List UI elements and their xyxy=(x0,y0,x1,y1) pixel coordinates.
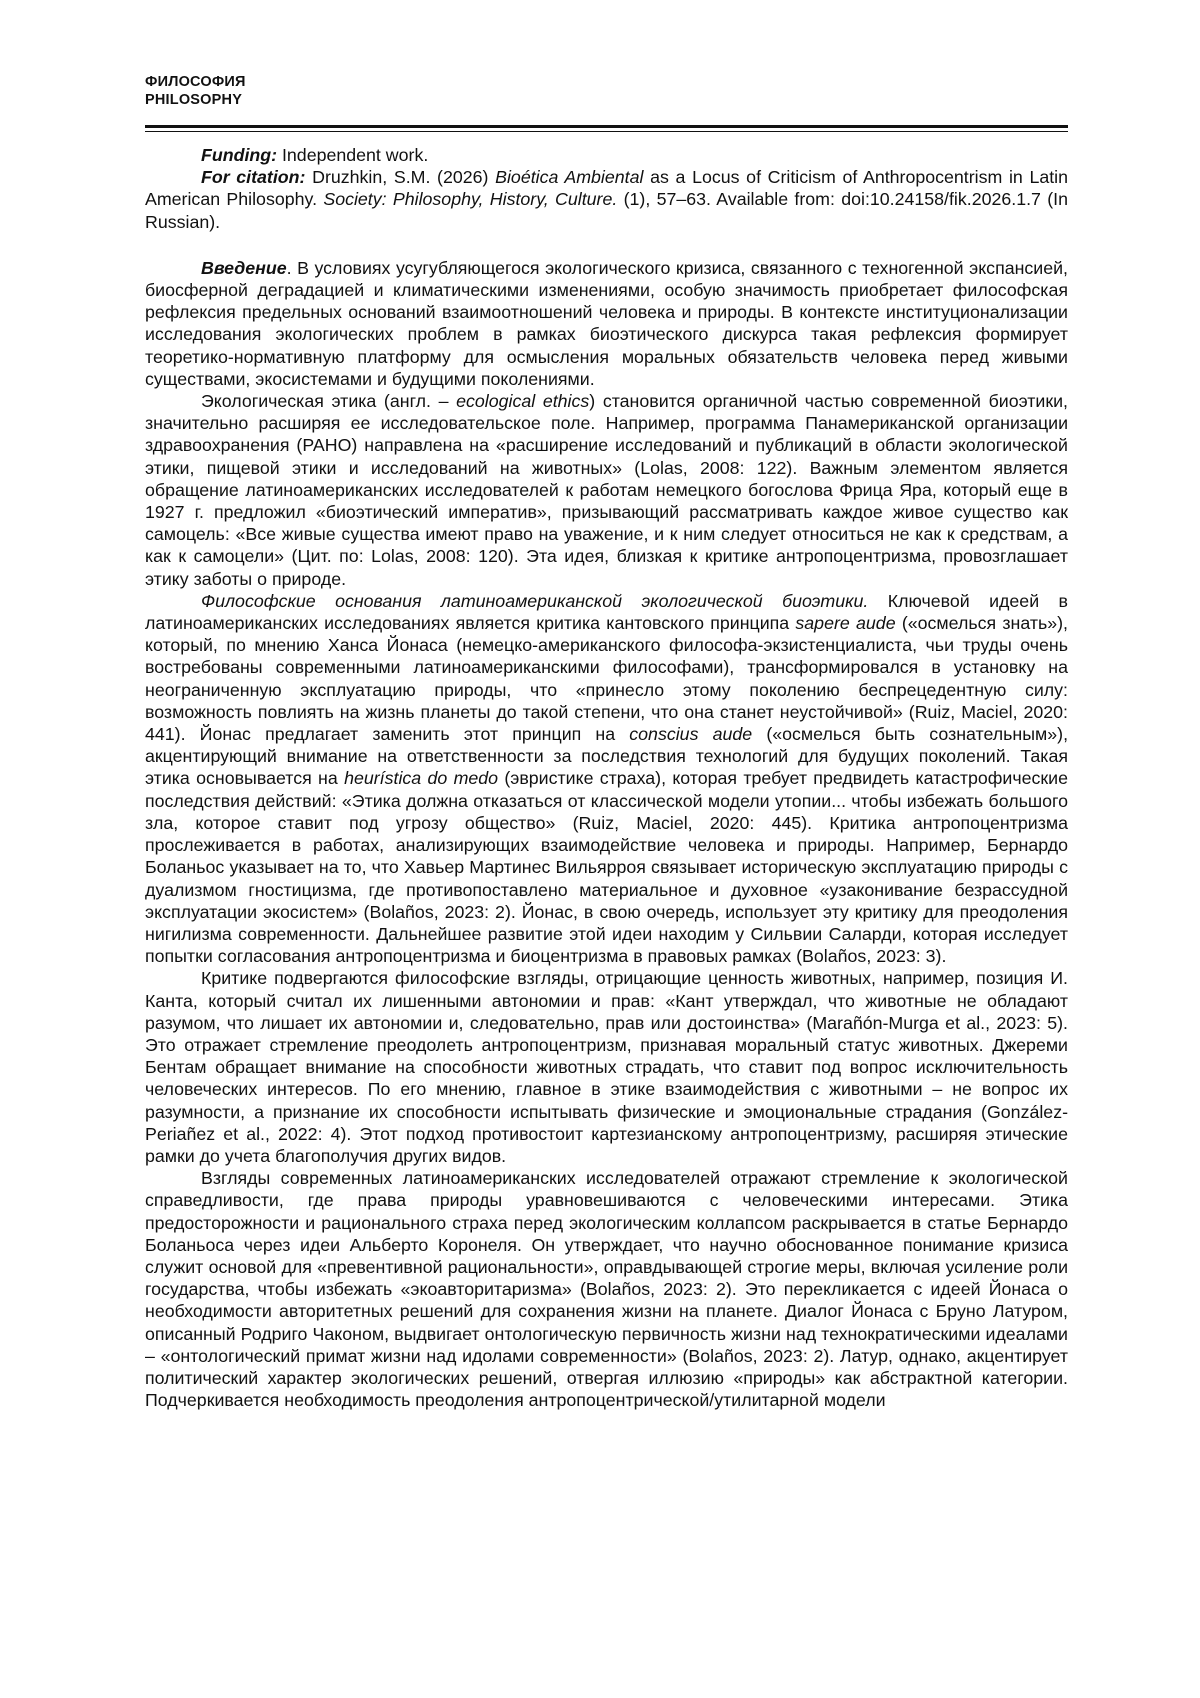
p2-text-a: Экологическая этика (англ. – xyxy=(201,391,457,412)
paragraph-ecological-justice: Взгляды современных латиноамериканских исследователей отражают стремление к экологической справедливости, где права природы уравновешиваются с человеческими интересами. Этика предосторожности и рационального страха перед экологическим коллапсом раскрывается в статье Бернардо Боланьоса через идеи Альберто Коронеля. Он утверждает, что научно обоснованное понимание кризиса служит основой для «превентивной рациональности», оправдывающей строгие меры, включая усиление роли государства, чтобы избежать «экоавторитаризма» (Bolaños, 2023: 2). Это перекликается с идеей Йонаса о необходимости авторитетных решений для сохранения жизни на планете. Диалог Йонаса с Бруно Латуром, описанный Родриго Чаконом, выдвигает онтологическую первичность жизни над технократическими идеалами – «онтологический примат жизни над идолами современности» (Bolaños, 2023: 2). Латур, однако, акцентирует политический характер экологических решений, отвергая иллюзию «природы» как абстрактной категории. Подчеркивается необходимость преодоления антропоцентрической/утилитарной модели xyxy=(145,1168,1068,1411)
p3-italic-sapere-aude: sapere aude xyxy=(795,613,896,634)
section-gap xyxy=(145,233,1068,257)
paragraph-philosophical-foundations xyxy=(145,590,1068,967)
p2-text-b: ) становится органичной частью современной биоэтики, значительно расширяя ее исследовательское поле. Например, программа Панамериканской организации здравоохранения (PAHO) направлена на «расширение исследований и публикаций в области экологической этики, пищевой этики и исследований на животных» (Lolas, 2008: 122). Важным элементом является обращение латиноамериканских исследователей к работам немецкого богослова Фрица Яра, который еще в 1927 г. предложил «биоэтический императив», призывающий рассматривать каждое живое существо как самоцель: «Все живые существа имеют право на уважение, и к ним следует относиться не как к средствам, а как к самоцели» (Цит. по: Lolas, 2008: 120). Эта идея, близкая к критике антропоцентризма, провозглашает этику заботы о природе. xyxy=(145,391,1068,589)
introduction-label: Введение xyxy=(201,257,287,278)
citation-doi: (1), 57–63. Available from: doi:10.24158/fik.2026.1.7 (In Russian). xyxy=(145,189,1068,232)
running-header xyxy=(145,73,246,109)
header-rule-thick xyxy=(145,125,1068,128)
article-meta xyxy=(145,144,1068,233)
p2-italic-term: ecological ethics xyxy=(456,391,590,412)
citation-label: For citation: xyxy=(201,167,306,188)
p3-text-a: Ключевой идеей в латиноамериканских исследованиях является критика кантовского принципа xyxy=(145,590,1069,634)
section-title-ru: ФИЛОСОФИЯ xyxy=(145,74,246,90)
citation-journal: Society: Philosophy, History, Culture. xyxy=(323,189,618,210)
p3-text-c: («осмелься быть сознательным»), акцентирующий внимание на ответственности за последствия технологий для будущих поколений. Такая этика основывается на xyxy=(145,724,1069,789)
funding-label: Funding: xyxy=(201,145,278,165)
p3-italic-heuristica: heurística do medo xyxy=(344,768,499,789)
section-title-en: PHILOSOPHY xyxy=(145,92,243,108)
p3-italic-heading: Философские основания латиноамериканской экологической биоэтики. xyxy=(201,590,869,611)
article-body xyxy=(145,144,1068,1411)
introduction-text: . В условиях усугубляющегося экологического кризиса, связанного с техногенной экспансией, биосферной деградацией и климатическими изменениями, особую значимость приобретает философская рефлексия предельных оснований взаимоотношений человека и природы. В контексте институционализации исследования экологических проблем в рамках биоэтического дискурса такая рефлексия формирует теоретико-нормативную платформу для осмысления моральных обязательств человека перед живыми существами, экосистемами и будущими поколениями. xyxy=(145,257,1068,389)
citation-title-rest: as a Locus of Criticism of Anthropocentrism in Latin American Philosophy. xyxy=(145,167,1069,210)
p3-text-d: (эвристике страха), которая требует предвидеть катастрофические последствия действий: «Этика должна отказаться от классической модели утопии... чтобы избежать большого зла, которое ставит под угрозу общество» (Ruiz, Maciel, 2020: 445). Критика антропоцентризма прослеживается в работах, анализирующих взаимодействие человека и природы. Например, Бернардо Боланьос указывает на то, что Хавьер Мартинес Вильярроя связывает историческую эксплуатацию природы с дуализмом гностицизма, где противопоставлено материальное и духовное «узаконивание безрассудной эксплуатации экосистем» (Bolaños, 2023: 2). Йонас, в свою очередь, использует эту критику для преодоления нигилизма современности. Дальнейшее развитие этой идеи находим у Сильвии Саларди, которая исследует попытки согласования антропоцентризма и биоцентризма в правовых рамках (Bolaños, 2023: 3). xyxy=(145,768,1068,967)
header-rule-thin xyxy=(145,131,1068,132)
funding-text: Independent work. xyxy=(277,145,429,165)
p3-text-b: («осмелься знать»), который, по мнению Ханса Йонаса (немецко-американского философа-экзистенциалиста, чьи труды очень востребованы современными латиноамериканскими философами), трансформировался в установку на неограниченную эксплуатацию природы, что «принесло этому поколению беспрецедентную силу: возможность повлиять на жизнь планеты до такой степени, что она станет неустойчивой» (Ruiz, Maciel, 2020: 441). Йонас предлагает заменить этот принцип на xyxy=(145,613,1068,745)
citation-title-italic: Bioética Ambiental xyxy=(495,167,644,188)
p3-italic-conscius-aude: conscius aude xyxy=(629,724,753,745)
citation-authors: Druzhkin, S.M. (2026) xyxy=(305,167,496,188)
citation-block xyxy=(145,166,1068,233)
paragraph-ecological-ethics xyxy=(145,390,1068,590)
paragraph-introduction xyxy=(145,257,1068,390)
funding-line xyxy=(145,144,1068,166)
paragraph-animal-ethics: Критике подвергаются философские взгляды, отрицающие ценность животных, например, позиция И. Канта, который считал их лишенными автономии и прав: «Кант утверждал, что животные не обладают разумом, что лишает их автономии и, следовательно, прав или достоинства» (Marañón-Murga et al., 2023: 5). Это отражает стремление преодолеть антропоцентризм, признавая моральный статус животных. Джереми Бентам обращает внимание на способности животных страдать, что ставит под вопрос исключительность человеческих интересов. По его мнению, главное в этике взаимодействия с животными – не вопрос их разумности, а признание их способности испытывать физические и эмоциональные страдания (González-Periañez et al., 2022: 4). Этот подход противостоит картезианскому антропоцентризму, расширяя этические рамки до учета благополучия других видов. xyxy=(145,968,1068,1166)
